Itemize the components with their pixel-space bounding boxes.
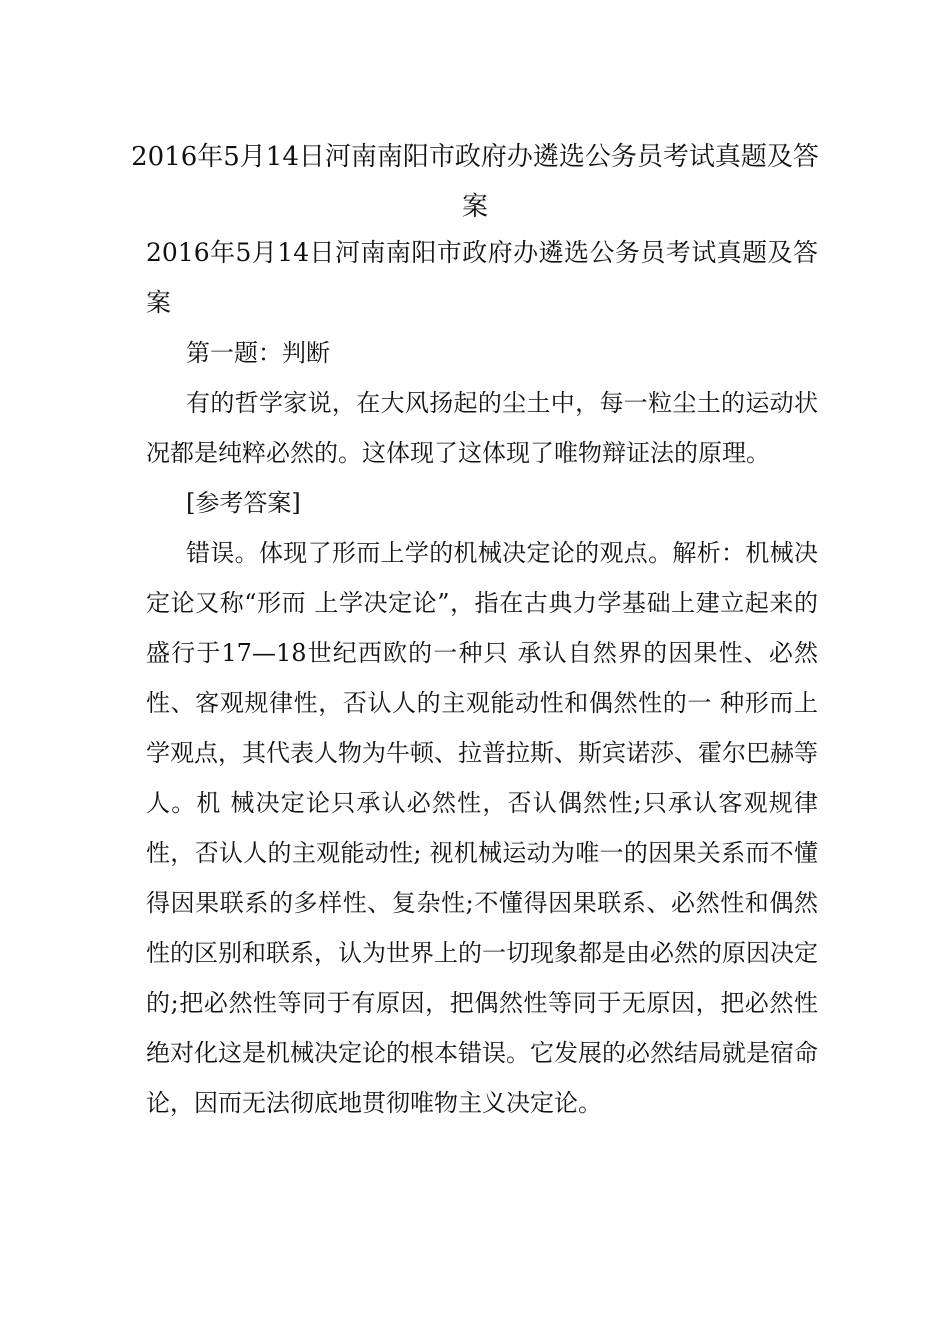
document-subtitle: 2016年5月14日河南南阳市政府办遴选公务员考试真题及答案 xyxy=(146,238,818,317)
question-text: 有的哲学家说，在大风扬起的尘土中，每一粒尘土的运动状况都是纯粹必然的。这体现了这体现了唯物辩证法的原理。 xyxy=(146,389,818,467)
answer-heading: [参考答案] xyxy=(186,489,301,517)
question-heading: 第一题：判断 xyxy=(186,339,330,367)
document-title: 2016年5月14日河南南阳市政府办遴选公务员考试真题及答案 xyxy=(131,142,819,222)
document-body xyxy=(146,328,818,1128)
answer-text: 错误。体现了形而上学的机械决定论的观点。解析：机械决定论又称“形而 上学决定论”，指在古典力学基础上建立起来的盛行于17—18世纪西欧的一种只 承认自然界的因果性、必然性、客观规律性，否认人的主观能动性和偶然性的一 种形而上学观点，其代表人物为牛顿、拉普拉斯、斯宾诺莎、霍尔巴赫等人。机 械决定论只承认必然性，否认偶然性;只承认客观规律性，否认人的主观能动性; 视机械运动为唯一的因果关系而不懂得因果联系的多样性、复杂性;不懂得因果联系、必然性和偶然性的区别和联系，认为世界上的一切现象都是由必然的原因决定的;把必然性等同于有原因，把偶然性等同于无原因，把必然性绝对化这是机械决定论的根本错误。它发展的必然结局就是宿命论，因而无法彻底地贯彻唯物主义决定论。 xyxy=(146,539,818,1117)
